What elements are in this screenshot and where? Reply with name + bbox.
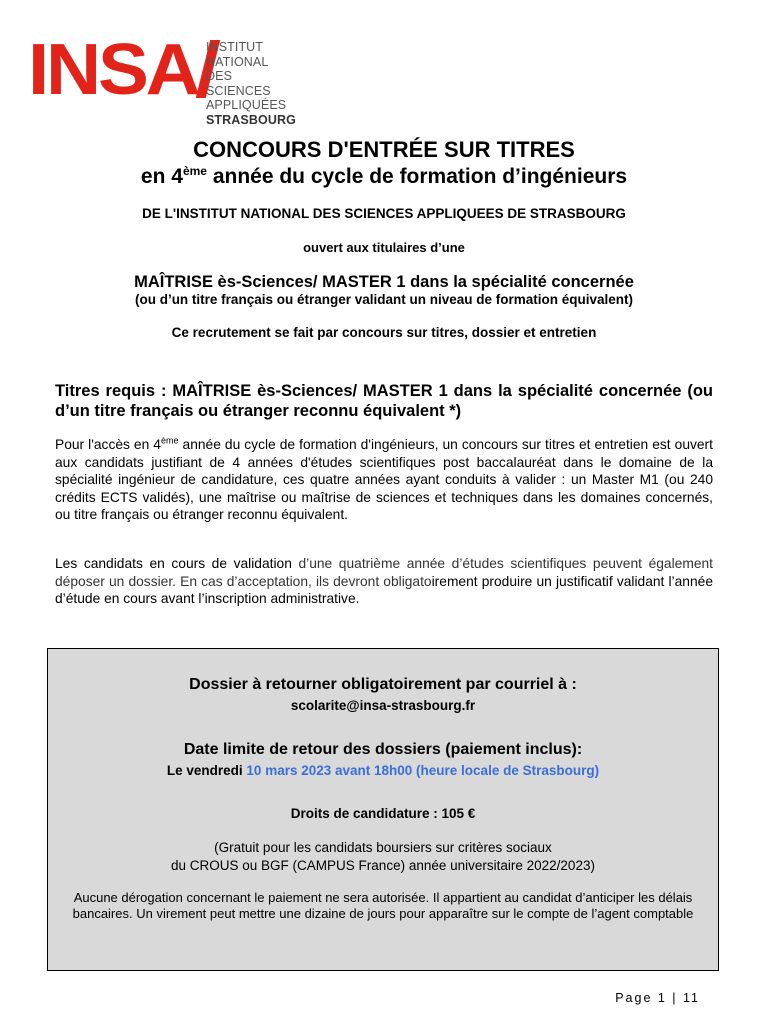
fees-line: Droits de candidature : 105 €	[290, 806, 476, 821]
subtitle-superscript: ème	[182, 164, 207, 178]
para2-middle: d’une quatrième année d’études scientifiques peuvent également déposer un dossier. En cas d’acceptation, ils devront obligato	[55, 556, 713, 589]
para1-rest: année du cycle de formation d'ingénieurs, un concours sur titres et entretien est ouvert aux candidats justifiant de 4 années d'études scientifiques post baccalauréat dans le domaine de la spécialité ingénieur de candidature, ces quatre années ayant conduits à valider : un Master M1 (ou 240 crédits ECTS validés), une maîtrise ou maîtrise de sciences et techniques dans les domaines concernés, ou titre français ou étranger reconnu équivalent.	[55, 437, 713, 522]
subtitle-rest: année du cycle de formation d’ingénieurs	[206, 165, 628, 188]
deadline-line	[48, 762, 718, 780]
page-subtitle	[0, 164, 768, 190]
fee-exemption	[48, 839, 718, 875]
access-paragraph	[55, 436, 713, 524]
page-title: CONCOURS D'ENTRÉE SUR TITRES	[193, 137, 575, 162]
fee-exemption-line-1: (Gratuit pour les candidats boursiers sur critères sociaux	[214, 840, 552, 855]
para2-end: irement produire un justificatif validant l’année d’étude en cours avant l’inscription administrative.	[55, 573, 713, 606]
logo-mark: INSA	[28, 30, 198, 110]
logo-line-2: DES SCIENCES	[206, 69, 271, 98]
fee-exemption-line-2: du CROUS ou BGF (CAMPUS France) année universitaire 2022/2023)	[171, 858, 595, 873]
validation-paragraph	[55, 555, 713, 608]
info-box	[47, 648, 719, 971]
para1-superscript: ème	[160, 435, 179, 446]
logo-text	[206, 40, 296, 127]
maitrise-subline: (ou d’un titre français ou étranger validant un niveau de formation équivalent)	[134, 292, 634, 307]
page-number: Page 1 | 11	[615, 991, 700, 1005]
contact-email[interactable]: scolarite@insa-strasbourg.fr	[290, 698, 476, 713]
para2-start: Les candidats en cours de validation	[55, 556, 299, 571]
deadline-date: 10 mars 2023 avant 18h00 (heure locale de Strasbourg)	[246, 763, 600, 778]
dossier-heading: Dossier à retourner obligatoirement par courriel à :	[189, 676, 577, 693]
payment-notice: Aucune dérogation concernant le paiement ne sera autorisée. Il appartient au candidat d’anticiper les délais bancaires. Un virement peut mettre une dizaine de jours pour apparaître sur le compte de l’agent comptable	[72, 890, 694, 921]
subtitle-prefix: en 4	[140, 165, 183, 188]
recrutement-line: Ce recrutement se fait par concours sur titres, dossier et entretien	[171, 325, 597, 340]
logo-line-1: INSTITUT NATIONAL	[206, 40, 269, 69]
para1-start: Pour l'accès en 4	[55, 437, 161, 452]
ouvert-line: ouvert aux titulaires d’une	[303, 240, 465, 255]
deadline-prefix: Le vendredi	[166, 763, 247, 778]
titres-requis-heading: Titres requis : MAÎTRISE ès-Sciences/ MASTER 1 dans la spécialité concernée (ou d’un titre français ou étranger reconnu équivalent *)	[55, 382, 713, 420]
maitrise-line: MAÎTRISE ès-Sciences/ MASTER 1 dans la spécialité concernée	[134, 273, 634, 291]
deadline-heading: Date limite de retour des dossiers (paiement inclus):	[183, 741, 583, 758]
institute-line: DE L'INSTITUT NATIONAL DES SCIENCES APPLIQUEES DE STRASBOURG	[142, 206, 626, 221]
logo-line-4: STRASBOURG	[206, 112, 296, 127]
logo-line-3: APPLIQUÉES	[206, 98, 287, 112]
